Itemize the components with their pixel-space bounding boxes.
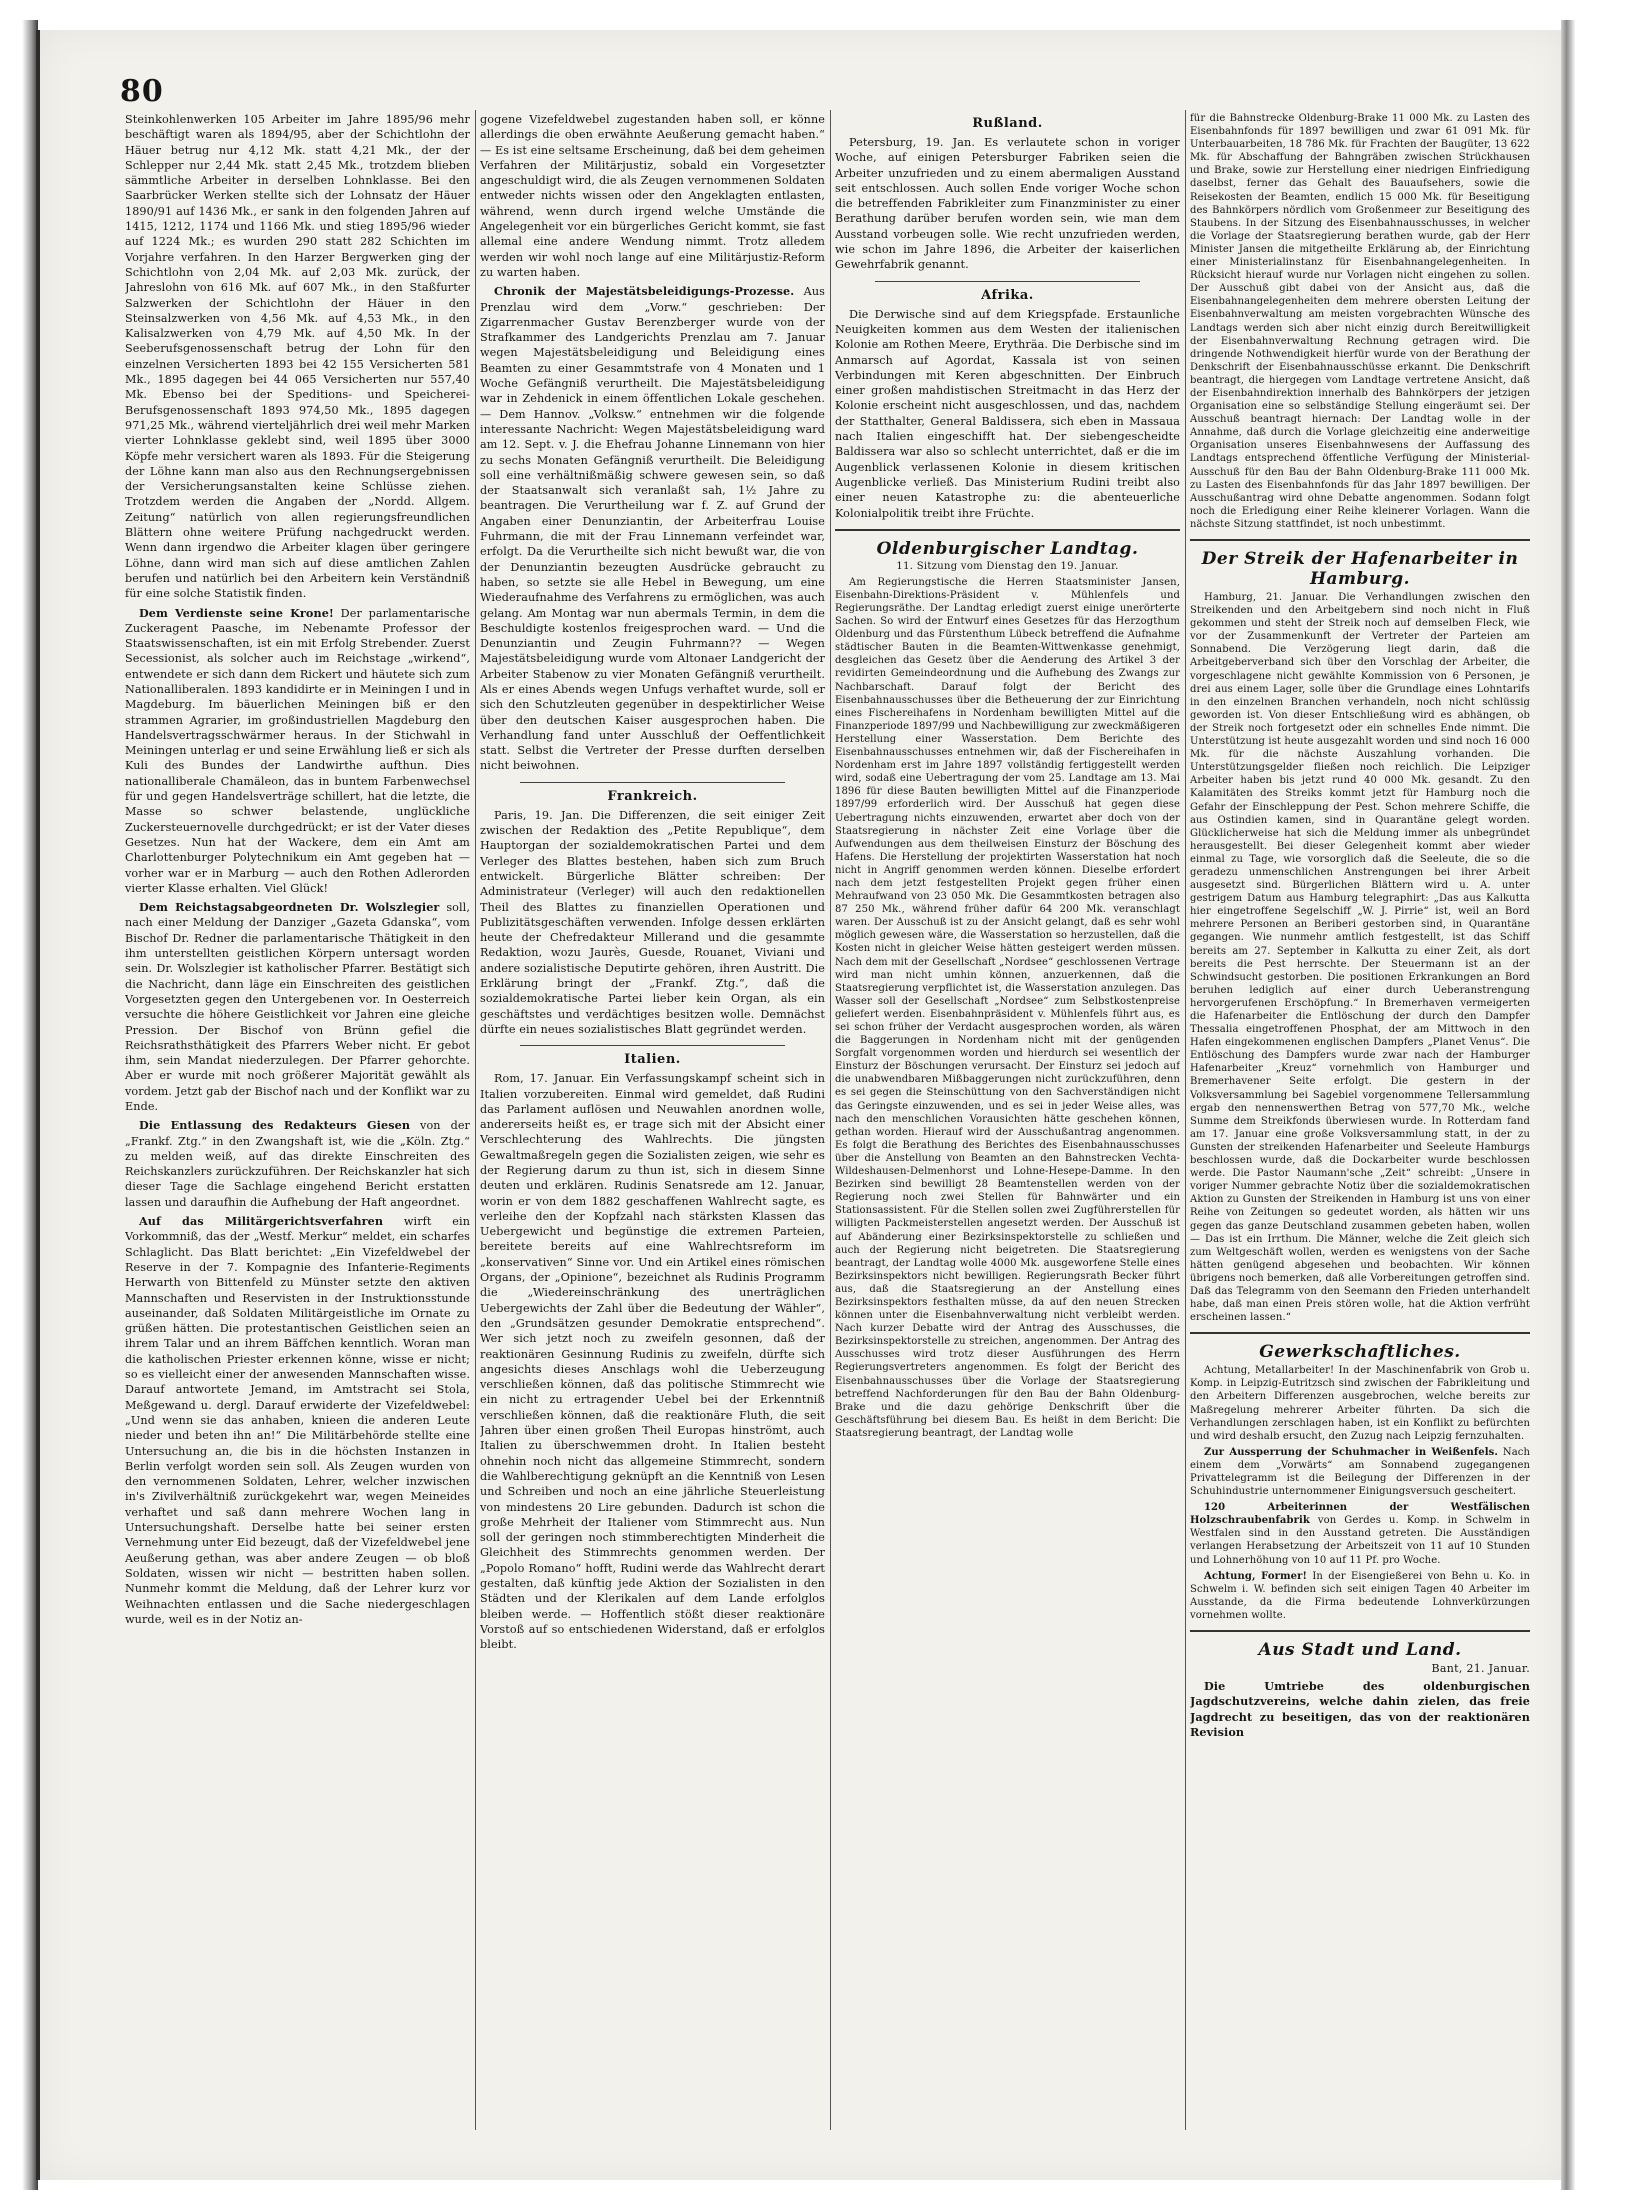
article-headline: Chronik der Majestätsbeleidigungs-Prozesse. [494, 284, 795, 299]
article-text: Auf das Militärgerichtsverfahren wirft ein Vorkommniß, das der „Westf. Merkur“ meldet, ein scharfes Schlaglicht. Das Blatt berichtet: „Ein Vizefeldwebel der Reserve in der 7. Kompagnie des Infanterie-Regiments Herwarth von Bittenfeld zu Münster setzte den aktiven Mannschaften und Reservisten in der Instruktionsstunde auseinander, daß Soldaten Militärgeistliche im Ornate zu grüßen hätten. Die protestantischen Geistlichen seien an ihrem Talar und an ihrem Bäffchen kenntlich. Woran man die katholischen Priester erkennen könne, wisse er nicht; so es vielleicht einer der anwesenden Mannschaften wisse. Darauf antwortete Jemand, im Amtstracht sei Stola, Meßgewand u. dergl. Darauf erwiderte der Vizefeldwebel: „Und wenn sie das anhaben, knieen die anderen Leute nieder und beten ihn an!“ Die Militärbehörde stellte eine Untersuchung an, die bis in die höchsten Instanzen in Berlin verfolgt worden sein soll. Als Zeugen wurden von den vernommenen Soldaten, Lehrer, welcher inzwischen in's Zivilverhältniß zurückgekehrt war, wegen Meineides verhaftet und saß dann mehrere Wochen lang in Untersuchungshaft. Derselbe hatte bei seiner ersten Vernehmung unter Eid bezeugt, daß der Vizefeldwebel jene Aeußerung gethan, was aber andere Zeugen — ob bloß Soldaten, wissen wir nicht — bestritten haben sollen. Nunmehr kommt die Meldung, daß der Lehrer kurz vor Weihnachten entlassen und die Sache niedergeschlagen wurde, weil es in der Notiz an- [125, 1214, 470, 1626]
section-heading-italien: Italien. [624, 1052, 681, 1068]
column-4 [1190, 112, 1530, 2132]
article-text: Hamburg, 21. Januar. Die Verhandlungen zwischen den Streikenden und den Arbeitgebern sind noch nicht in Fluß gekommen und steht der Streik noch auf demselben Fleck, wie vor der Zusammenkunft der Vertreter der Parteien am Sonnabend. Die Verzögerung liegt darin, daß die Arbeitgeberverband sich über den Vorschlag der Arbeiter, die vorgeschlagene nicht gewählte Kommission von 6 Personen, je drei aus einem Lager, solle über die Grundlage eines Lohntarifs in den einzelnen Branchen verhandeln, noch nicht schlüssig geworden ist. Von dieser Entschließung wird es abhängen, ob der Streik noch fortgesetzt oder ein schnelles Ende nimmt. Die Unterstützung ist heute ausgezahlt worden und sind noch 16 000 Mk. für die nächste Auszahlung vorhanden. Die Unterstützungsgelder fließen noch reichlich. Die Leipziger Arbeiter haben bis jetzt rund 40 000 Mk. gesandt. Zu den Kalamitäten des Streiks kommt jetzt für Hamburg noch die Gefahr der Einschleppung der Pest. Schon mehrere Schiffe, die aus Ostindien kamen, sind in Quarantäne gelegt worden. Glücklicherweise hat sich die Meldung immer als unbegründet herausgestellt. Bei dieser Gelegenheit kommt aber wieder einmal zu Tage, wie vorsorglich daß die Seeleute, die so die geradezu unmenschlichen Anstrengungen bei ihrer Arbeit ausgesetzt sind. Bürgerlichen Blättern wird u. A. unter gestrigem Datum aus Hamburg telegraphirt: „Das aus Kalkutta hier eingetroffene Segelschiff „W. J. Pirrie“ ist, weil an Bord mehrere Personen an Beriberi gestorben sind, in Quarantäne gegangen. Wie nunmehr amtlich festgestellt, ist das Schiff bereits am 27. September in Kalkutta zu einer Zeit, als dort bereits die Pest herrschte. Der Steuermann ist an der Schwindsucht gestorben. Die positionen Erkrankungen an Bord beruhen lediglich auf einer durch Ueberanstrengung hervorgerufenen Erschöpfung.“ In Bremerhaven vermeigerten die Hafenarbeiter die Entlöschung der durch den Dampfer Thessalia eingetroffenen Phosphat, der am Mittwoch in den Hafen eingekommenen englischen Dampfers „Planet Venus“. Die Entlöschung des Dampfers wurde zwar nach der Hamburger Hafenarbeiter „Kreuz“ vornehmlich von Hamburger und Bremerhavener Seite erfolgt. Die gestern in der Volksversammlung bei Sagebiel vorgenommene Tellersammlung ergab den nennenswerthen Betrag von 577,70 Mk., welche Summe dem Streikfonds überwiesen wurde. In Rotterdam fand am 17. Januar eine große Volksversammlung statt, in der zu Gunsten der streikenden Hafenarbeiter und Seeleute Hamburgs beschlossen wurde, daß die Dockarbeiter wurde beschlossen werde. Die Pastor Naumann'sche „Zeit“ schreibt: „Unsere in voriger Nummer gebrachte Notiz über die sozialdemokratischen Aktion zu Gunsten der Streikenden in Hamburg ist uns von einer Reihe von Zeitungen so gedeutet worden, als hätten wir uns gegen das ganze Deutschland zusammen gebeten haben, wollen — Das ist ein Irrthum. Die Männer, welche die Zeit gleich sich zum Weltgeschäft wollen, werden es wenigstens von der Sache hätten genügend abgesehen und beobachten. Wir können übrigens noch bemerken, daß alle Vorbereitungen getroffen sind. Daß das Telegramm von den Seemann den Frieden unterhandelt habe, daß man einen Preis stören wolle, hat die Aktion verfrüht erscheinen lassen.“ [1190, 592, 1530, 1324]
article-text: 120 Arbeiterinnen der Westfälischen Holzschraubenfabrik von Gerdes u. Komp. in Schwelm in Westfalen sind in den Ausstand getreten. Die Ausständigen verlangen Herabsetzung der Arbeitszeit von 11 auf 10 Stunden und Lohnerhöhung von 10 auf 11 Pf. pro Woche. [1190, 1502, 1530, 1566]
section-heading-stadt-und-land: Aus Stadt und Land. [1258, 1640, 1462, 1661]
article-headline: 120 Arbeiterinnen der Westfälischen Holzschraubenfabrik [1190, 1502, 1530, 1527]
article-text: Zur Aussperrung der Schuhmacher in Weißenfels. Nach einem dem „Vorwärts“ am Sonnabend zugegangenen Privattelegramm ist die Beilegung der Differenzen in der Schuhindustrie unternommener Einigungsversuch gescheitert. [1190, 1446, 1530, 1498]
article-text: Die Entlassung des Redakteurs Giesen von der „Frankf. Ztg.“ in den Zwangshaft ist, wie die „Köln. Ztg.“ zu melden weiß, auf das direkte Einschreiten des Reichskanzlers zurückzuführen. Der Reichskanzler hat sich dieser Tage die Sachlage eingehend Bericht erstatten lassen und daraufhin die Aufhebung der Haft angeordnet. [125, 1118, 470, 1209]
section-divider [1190, 1332, 1530, 1334]
article-text: Die Derwische sind auf dem Kriegspfade. Erstaunliche Neuigkeiten kommen aus dem Westen der italienischen Kolonie am Rothen Meere, Erythräa. Die Derbische sind im Anmarsch auf Agordat, Kassala ist von seinen Verbindungen mit Keren abgeschnitten. Der Einbruch einer großen mahdistischen Streitmacht in das Herz der Kolonie erscheint nicht ausgeschlossen, und das, nachdem der Statthalter, General Baldissera, sich eben in Massaua nach Italien eingeschifft hat. Der siebengescheidte Baldissera war also so schlecht unterrichtet, daß er die im Augenblick verlassenen Kolonie in diesem kritischen Augenblicke verließ. Das Ministerium Rudini treibt also einer neuen Katastrophe zu: die abenteuerliche Kolonialpolitik treibt ihre Früchte. [835, 307, 1180, 520]
article-text: Am Regierungstische die Herren Staatsminister Jansen, Eisenbahn-Direktions-Präsident v. Mühlenfels und Regierungsräthe. Der Landtag erledigt zuerst einige unerörterte Sachen. So wird der Entwurf eines Gesetzes für das Herzogthum Oldenburg und das Fürstenthum Lübeck betreffend die Aufnahme städtischer Bauten in die Beamten-Wittwenkasse genehmigt, desgleichen das Gesetz über die Aenderung des Artikel 3 der revidirten Gemeindeordnung und die Aufhebung des Zwangs zur Nachbarschaft. Darauf folgt der Bericht des Eisenbahnausschusses über die Betheuerung der zur Einrichtung eines Fischereihafens in Nordenham bewilligten Mittel auf die Finanzperiode 1897/99 und Nachbewilligung zur zweckmäßigeren Herstellung einer Wasserstation. Dem Berichte des Eisenbahnausschusses entnehmen wir, daß der Fischereihafen in Nordenham erst im Jahre 1897 vollständig fertiggestellt werden wird, sodaß eine Uebertragung der vom 25. Landtage am 13. Mai 1896 für diese Bauten bewilligten Mittel auf die Finanzperiode 1897/99 erforderlich wird. Der Ausschuß hat gegen diese Uebertragung nichts einzuwenden, erwartet aber doch von der Staatsregierung in nächster Zeit eine Vorlage über die Aufwendungen aus dem theilweisen Einsturz der Böschung des Hafens. Die Herstellung der projektirten Wasserstation hat noch nicht in Angriff genommen werden können. Dieselbe erfordert nach dem jetzt festgestellten Projekt gegen früher einen Mehraufwand von 23 050 Mk. Die Gesammtkosten betragen also 87 250 Mk., während früher dafür 64 200 Mk. veranschlagt waren. Der Ausschuß ist zu der Ansicht gelangt, daß es sehr wohl möglich gewesen wäre, die Wasserstation so herzustellen, daß die Kosten nicht in gleicher Weise hätten gesteigert werden müssen. Nach dem mit der Gesellschaft „Nordsee“ geschlossenen Vertrage wird man nicht umhin können, anzuerkennen, daß die Staatsregierung verpflichtet ist, die Wasserstation anzulegen. Das Wasser soll der Gesellschaft „Nordsee“ zum Selbstkostenpreise geliefert werden. Eisenbahnpräsident v. Mühlenfels führt aus, es sei schon früher der Verdacht ausgesprochen worden, als wären die Baggerungen in Nordenham nicht mit der genügenden Sorgfalt vorgenommen worden und hierdurch sei wesentlich der Einsturz der Böschungen verursacht. Der Einsturz sei jedoch auf die unabwendbaren Mißbaggerungen nicht zurückzuführen, denn es sei gegen die Steinschüttung von den Sachverständigen nicht das Geringste einzuwenden, und es sei in jeder Weise alles, was nach den menschlichen Vorausichten hätte geschehen können, gethan worden. Hierauf wird der Ausschußantrag angenommen. Es folgt die Berathung des Berichtes des Eisenbahnausschusses über die Anstellung von Beamten an den Bahnstrecken Vechta-Wildeshausen-Delmenhorst und Lohne-Hesepe-Damme. In den Bezirken sind bewilligt 28 Beamtenstellen werden von der Regierung noch zwei Stellen für Bahnwärter und ein Stationsassistent. Für die Stellen sollen zwei Zugführerstellen für willigten Packmeisterstellen angesetzt werden. Der Ausschuß ist auf Abänderung einer Bezirksinspektorstelle zu schließen und auch der Regierung nicht beigetreten. Die Staatsregierung beantragt, der Landtag wolle 4000 Mk. ausgeworfene Stelle eines Bezirksinspektors nicht bewilligen. Regierungsrath Becker führt aus, daß die Staatsregierung an der Anstellung eines Bezirksinspektors festhalten müsse, da auf den neuen Strecken können unter die Eisenbahnverwaltung nicht verbleibt werden. Nach kurzer Debatte wird der Antrag des Ausschusses, die Bezirksinspektorstelle zu streichen, angenommen. Der Antrag des Ausschusses wird trotz dieser Ausführungen des Herrn Regierungsvertreters angenommen. Es folgt der Bericht des Eisenbahnausschusses über die Vorlage der Staatsregierung betreffend Nachforderungen für den Bau der Bahn Oldenburg-Brake und die dazu gehörige Denkschrift über die Geschäftsführung bei diesem Bau. Es heißt in dem Bericht: Die Staatsregierung beantragt, der Landtag wolle [835, 576, 1180, 1439]
section-divider [835, 529, 1180, 531]
article-text: Die Umtriebe des oldenburgischen Jagdschutzvereins, welche dahin zielen, das freie Jagdrecht zu beseitigen, das von der reaktionären Revision [1190, 1679, 1530, 1739]
page-number: 80 [120, 74, 164, 109]
section-heading-gewerkschaftliches: Gewerkschaftliches. [1259, 1342, 1461, 1363]
article-headline: Dem Verdienste seine Krone! [139, 605, 334, 620]
page-edge-right [1561, 20, 1575, 2190]
article-text: Petersburg, 19. Jan. Es verlautete schon in voriger Woche, auf einigen Petersburger Fabriken seien die Arbeiter unzufrieden und zu einem abermaligen Ausstand seit entschlossen. Auch sollen Ende voriger Woche schon die betreffenden Fabrikleiter zum Finanzminister zu einer Berathung darüber berufen worden sein, wie man dem Ausstand vorbeugen solle. Wie recht unzufrieden werden, wie schon im Jahre 1896, die Arbeiter der kaiserlichen Gewehrfabrik genannt. [835, 136, 1180, 272]
article-headline: Zur Aussperrung der Schuhmacher in Weißenfels. [1204, 1446, 1498, 1458]
article-text: Paris, 19. Jan. Die Differenzen, die seit einiger Zeit zwischen der Redaktion des „Petite Republique“, dem Hauptorgan der sozialdemokratischen Partei und dem Verleger des Blattes bestehen, haben sich zum Bruch entwickelt. Bürgerliche Blätter schreiben: Der Administrateur (Verleger) will auch den redaktionellen Theil des Blattes zu finanziellen Operationen und Publizitätsgeschäften verwenden. Infolge dessen erklärten heute der Chefredakteur Millerand und die gesammte Redaktion, wozu Jaurès, Guesde, Rouanet, Viviani und andere sozialistische Deputirte gehören, ihren Austritt. Die Erklärung bringt der „Frankf. Ztg.“, daß die sozialdemokratische Partei lieber kein Organ, als ein geschäftstes und verdächtiges besitzen wolle. Demnächst dürfte ein neues sozialistisches Blatt gegründet werden. [480, 808, 825, 1036]
article-text: Dem Verdienste seine Krone! Der parlamentarische Zuckeragent Paasche, im Nebenamte Professor der Staatswissenschaften, ist ein mit Erfolg Strebender. Zuerst Secessionist, als solcher auch im Reichstage „wirkend“, entwendete er sich dann dem Rickert und häutete sich zum Nationalliberalen. 1893 kandidirte er in Meiningen I und in Magdeburg. Im bäuerlichen Meiningen biß er den strammen Agrarier, im großindustriellen Magdeburg den Handelsvertragsschwärmer heraus. In der Stichwahl in Meiningen unterlag er und seine Erwählung ließ er sich als Kuli des Bundes der Landwirthe aufthun. Dies nationalliberale Chamäleon, das in buntem Farbenwechsel für und gegen Handelsverträge schillert, hat die letzte, die Masse so schwer belastende, unglückliche Zuckersteuernovelle durchgedrückt; er ist der Vater dieses Gesetzes. Nun hat der Wackere, dem ein Amt am Charlottenburger Polytechnikum ein Amt gegeben hat — vorher war er in Marburg — auch den Rothen Adlerorden vierter Klasse erhalten. Viel Glück! [125, 605, 470, 895]
article-text: Chronik der Majestätsbeleidigungs-Prozesse. Aus Prenzlau wird dem „Vorw.“ geschrieben: Der Zigarrenmacher Gustav Berenzberger wurde von der Strafkammer des Landgerichts Prenzlau am 7. Januar wegen Majestätsbeleidigung und Beleidigung eines Beamten zu einer Gesammtstrafe von 4 Monaten und 1 Woche Gefängniß verurtheilt. Die Majestätsbeleidigung war in Zehdenick in einem öffentlichen Lokale geschehen. — Dem Hannov. „Volksw.“ entnehmen wir die folgende interessante Nachricht: Wegen Majestätsbeleidigung ward am 12. Sept. v. J. die Ehefrau Johanne Linnemann von hier zu sechs Monaten Gefängniß verurtheilt. Die Beleidigung soll eine verhältnißmäßig schwere gewesen sein, so daß der Staatsanwalt sich veranlaßt sah, 1½ Jahre zu beantragen. Die Verurtheilung war f. Z. auf Grund der Angaben einer Denunziantin, der Arbeiterfrau Louise Fuhrmann, die mit der Frau Linnemann verfeindet war, erfolgt. Da die Verurtheilte sich nicht bewußt war, die von der Denunziantin bezeugten Ausdrücke gebraucht zu haben, so setzte sie alle Hebel in Bewegung, um eine Wiederaufnahme des Verfahrens zu ermöglichen, was auch gelang. Am Montag war nun abermals Termin, in dem die Beschuldigte kostenlos freigesprochen ward. — Und die Denunziantin und Zeugin Fuhrmann?? — Wegen Majestätsbeleidigung wurde vom Altonaer Landgericht der Arbeiter Stabenow zu vier Monaten Gefängniß verurtheilt. Als er eines Abends wegen Unfugs verhaftet wurde, soll er sich den Schutzleuten gegenüber in despektirlicher Weise über den deutschen Kaiser ausgesprochen haben. Die Verhandlung fand unter Ausschluß der Oeffentlichkeit statt. Selbst die Vertreter der Presse durften derselben nicht beiwohnen. [480, 284, 825, 773]
article-text: Dem Reichstagsabgeordneten Dr. Wolszlegier soll, nach einer Meldung der Danziger „Gazeta Gdanska“, vom Bischof Dr. Redner die parlamentarische Thätigkeit in den ihm unterstellten geistlichen Körpern untersagt worden sein. Dr. Wolszlegier ist katholischer Pfarrer. Bestätigt sich die Nachricht, dann läge ein Einschreiten des geistlichen Vorgesetzten gegen den Untergebenen vor. In Oesterreich versuchte die höhere Geistlichkeit vor Jahren eine gleiche Pression. Der Bischof von Brünn gefiel die Reichsrathsthätigkeit des Pfarrers Weber nicht. Er gebot ihm, sein Mandat niederzulegen. Der Pfarrer gehorchte. Aber er wurde mit noch größerer Majorität gewählt als vordem. Jetzt gab der Bischof nach und der Konflikt war zu Ende. [125, 900, 470, 1113]
article-headline: Dem Reichstagsabgeordneten Dr. Wolszlegier [139, 900, 440, 915]
section-divider [520, 782, 785, 783]
column-1 [125, 112, 470, 2132]
dateline: Bant, 21. Januar. [1431, 1662, 1530, 1676]
article-text: Achtung, Former! In der Eisengießerei von Behn u. Ko. in Schwelm i. W. befinden sich seit einigen Tagen 40 Arbeiter im Ausstande, da die Firma bedeutende Lohnverkürzungen vornehmen wollte. [1190, 1570, 1530, 1621]
section-heading-russland: Rußland. [972, 116, 1043, 131]
article-headline: Auf das Militärgerichtsverfahren [139, 1214, 384, 1229]
section-divider [1190, 1630, 1530, 1632]
session-subheading: 11. Sitzung vom Dienstag den 19. Januar. [896, 560, 1119, 572]
article-text: Achtung, Metallarbeiter! In der Maschinenfabrik von Grob u. Komp. in Leipzig-Eutritzsch sind zwischen der Fabrikleitung und den Arbeitern Differenzen ausgebrochen, welche bereits zur Maßregelung mehrerer Arbeiter führten. Da sich die Verhandlungen zerschlagen haben, ist ein Konflikt zu befürchten und wird deshalb ersucht, den Zuzug nach Leipzig fernzuhalten. [1190, 1365, 1530, 1442]
section-heading-hafenarbeiter: Der Streik der Hafenarbeiter in Hamburg. [1201, 549, 1519, 589]
section-heading-landtag: Oldenburgischer Landtag. [876, 538, 1139, 559]
section-divider [520, 1045, 785, 1046]
article-headline: Die Entlassung des Redakteurs Giesen [139, 1118, 411, 1133]
article-headline: Achtung, Former! [1204, 1570, 1307, 1582]
article-text: gogene Vizefeldwebel zugestanden haben soll, er könne allerdings die oben erwähnte Aeußerung gemacht haben.“ — Es ist eine seltsame Erscheinung, daß bei dem geheimen Verfahren der Militärjustiz, sobald ein Vorgesetzter angeschuldigt wird, die als Zeugen vernommenen Soldaten entweder nichts wissen oder den Angeklagten entlasten, während, wenn durch irgend welche Umstände die Angelegenheit vor ein bürgerliches Gericht kommt, sie fast allemal eine andere Wendung nimmt. Trotz alledem werden wir wohl noch lange auf eine Militärjustiz-Reform zu warten haben. [480, 113, 825, 279]
article-text: Rom, 17. Januar. Ein Verfassungskampf scheint sich in Italien vorzubereiten. Einmal wird gemeldet, daß Rudini das Parlament auflösen und Neuwahlen anordnen wolle, andererseits heißt es, er trage sich mit der Absicht einer Verschlechterung des Wahlrechts. Die jüngsten Gewaltmaßregeln gegen die Sozialisten zeigen, wie sehr es der Regierung darum zu thun ist, sich in diesem Sinne deuten und erklären. Rudinis Senatsrede am 12. Januar, worin er von dem 1882 geschaffenen Wahlrecht sagte, es verleihe den der Kopfzahl nach stärksten Klassen das Uebergewicht und begünstige die extremen Parteien, bereitete bereits auf eine Wahlrechtsreform im „konservativen“ Sinne vor. Und ein Artikel eines römischen Organs, der „Opinione“, bezeichnet als Rudinis Programm die „Wiedereinschränkung des unerträglichen Uebergewichts der Zahl über die Bedeutung der Wähler“, den „Grundsätzen gesunder Demokratie entsprechend“. Wer sich jetzt noch zu zweifeln gesonnen, daß der reaktionären Gesinnung Rudinis zu zweifeln, dürfte sich angesichts dieses Anschlags wohl die Ueberzeugung verschließen können, daß das politische Stimmrecht wie ein nicht zu ertragender Uebel bei der Erkenntniß verschließen können, daß die reaktionäre Fluth, die seit Jahren über einen großen Theil Europas hinströmt, auch Italien zu überschwemmen droht. In Italien besteht ohnehin noch nicht das allgemeine Stimmrecht, sondern die Wahlberechtigung geknüpft an die Kenntniß von Lesen und Schreiben und noch an eine jährliche Steuerleistung von mindestens 20 Lire gebunden. Dadurch ist schon die große Mehrheit der Italiener vom Stimmrecht aus. Nun soll der geringen noch stimmberechtigten Minderheit die Gleichheit des Stimmrechts genommen werden. Der „Popolo Romano“ hofft, Rudini werde das Wahlrecht derart gestalten, daß künftig jede Aktion der Sozialisten in den Städten und der Klerikalen auf dem Lande erfolglos bleiben werde. — Hoffentlich stößt dieser reaktionäre Vorstoß auf so entschiedenen Widerstand, daß er erfolglos bleibt. [480, 1072, 825, 1652]
column-rule [475, 110, 476, 2130]
section-heading-frankreich: Frankreich. [607, 788, 698, 804]
column-rule [830, 110, 831, 2130]
column-3 [835, 112, 1180, 2132]
section-divider [875, 281, 1140, 282]
section-heading-afrika: Afrika. [981, 287, 1034, 303]
article-text: für die Bahnstrecke Oldenburg-Brake 11 000 Mk. zu Lasten des Eisenbahnfonds für 1897 bewilligen und zwar 61 091 Mk. für Unterbauarbeiten, 18 786 Mk. für Frachten der Baugüter, 13 622 Mk. für Abschaffung der Bahngräben zwischen Strückhausen und Brake, sowie zur Herstellung einer niedrigen Einfriedigung daselbst, ferner das Gehalt des Bauaufsehers, sowie die Reisekosten der Beamten, endlich 15 000 Mk. für Beseitigung des Bahnkörpers nördlich vom Großenmeer zur Beseitigung des Staubens. In der Sitzung des Eisenbahnausschusses, in welcher die Vorlage der Staatsregierung berathen wurde, gab der Herr Minister Jansen die mitgetheilte Erklärung ab, der Einrichtung einer Ministerialinstanz für Eisenbahnangelegenheiten. In Rücksicht hierauf wurde nur Vorlagen nicht eingehen zu sollen. Der Ausschuß gibt dabei von der Ansicht aus, daß die Eisenbahnangelegenheiten dem mehrere obersten Leitung der Eisenbahnverwaltung am meisten vorgebrachten Wünsche des Landtags werden sich aber nicht einzig durch Bereitwilligkeit der Eisenbahnverwaltung Rechnung getragen wird. Die dringende Nothwendigkeit hierfür wurde von der Berathung der Denkschrift der Eisenbahnausschüsse erkannt. Die Denkschrift beantragt, die hiergegen vom Landtage vertretene Ansicht, daß der Eisenbahndirektion innerhalb des Bahnkörpers der jetzigen Organisation eine so selbständige Stellung eingeräumt sei. Der Ausschuß beantragt hiernach: Der Landtag wolle in der Annahme, daß durch die Vorlage gleichzeitig eine anderweitige Organisation unseres Eisenbahnwesens der Auffassung des Landtags entsprechend öffentliche Verfügung der Ministerial-Ausschuß für den Bau der Bahn Oldenburg-Brake 111 000 Mk. zu Lasten des Eisenbahnfonds für das Jahr 1897 bewilligen. Der Ausschußantrag wird ohne Debatte angenommen. Sodann folgt noch die Erledigung einer Reihe kleinerer Vorlagen. Wann die nächste Sitzung stattfindet, ist noch unbestimmt. [1190, 113, 1530, 530]
article-text: Steinkohlenwerken 105 Arbeiter im Jahre 1895/96 mehr beschäftigt waren als 1894/95, aber der Schichtlohn der Häuer betrug nur 4,12 Mk. statt 4,21 Mk., der der Schlepper nur 2,44 Mk. statt 2,45 Mk., trotzdem blieben sämmtliche Arbeiter in derselben Lohnklasse. Bei den Saarbrücker Werken stellte sich der Lohnsatz der Häuer 1890/91 auf 1436 Mk., er sank in den folgenden Jahren auf 1415, 1212, 1174 und 1166 Mk. und stieg 1895/96 wieder auf 1224 Mk.; es wurden 290 statt 282 Schichten im Vorjahre verfahren. In den Harzer Bergwerken ging der Schichtlohn von 2,04 Mk. auf 2,03 Mk. zurück, der Jahreslohn von 616 Mk. auf 607 Mk., in den Staßfurter Salzwerken der Schichtlohn der Häuer in den Steinsalzwerken von 4,56 Mk. auf 4,53 Mk., in den Kalisalzwerken von 4,79 Mk. auf 4,50 Mk. In der Seeberufsgenossenschaft betrug der Lohn für den einzelnen Versicherten 1893 bei 42 155 Versicherten 581 Mk., 1895 dagegen bei 44 065 Versicherten nur 557,40 Mk. Ebenso bei der Speditions- und Speicherei-Berufsgenossenschaft 1893 974,50 Mk., 1895 dagegen 971,25 Mk., während vierteljährlich drei weil mehr Marken vierter Lohnklasse geklebt sind, weil 1895 über 3000 Köpfe mehr versichert waren als 1893. Für die Steigerung der Löhne kann man also aus den Rechnungsergebnissen der Versicherungsanstalten keine Schlüsse ziehen. Trotzdem werden die Angaben der „Nordd. Allgem. Zeitung“ natürlich von allen regierungsfreundlichen Blättern ohne weitere Prüfung nachgedruckt werden. Wenn dann irgendwo die Arbeiter klagen über geringere Löhne, dann wird man sich auf diese amtlichen Zahlen berufen und natürlich bei den Arbeitern kein Verständniß für eine solche Statistik finden. [125, 113, 470, 601]
column-2 [480, 112, 825, 2132]
section-divider [1190, 539, 1530, 541]
column-rule [1185, 110, 1186, 2130]
